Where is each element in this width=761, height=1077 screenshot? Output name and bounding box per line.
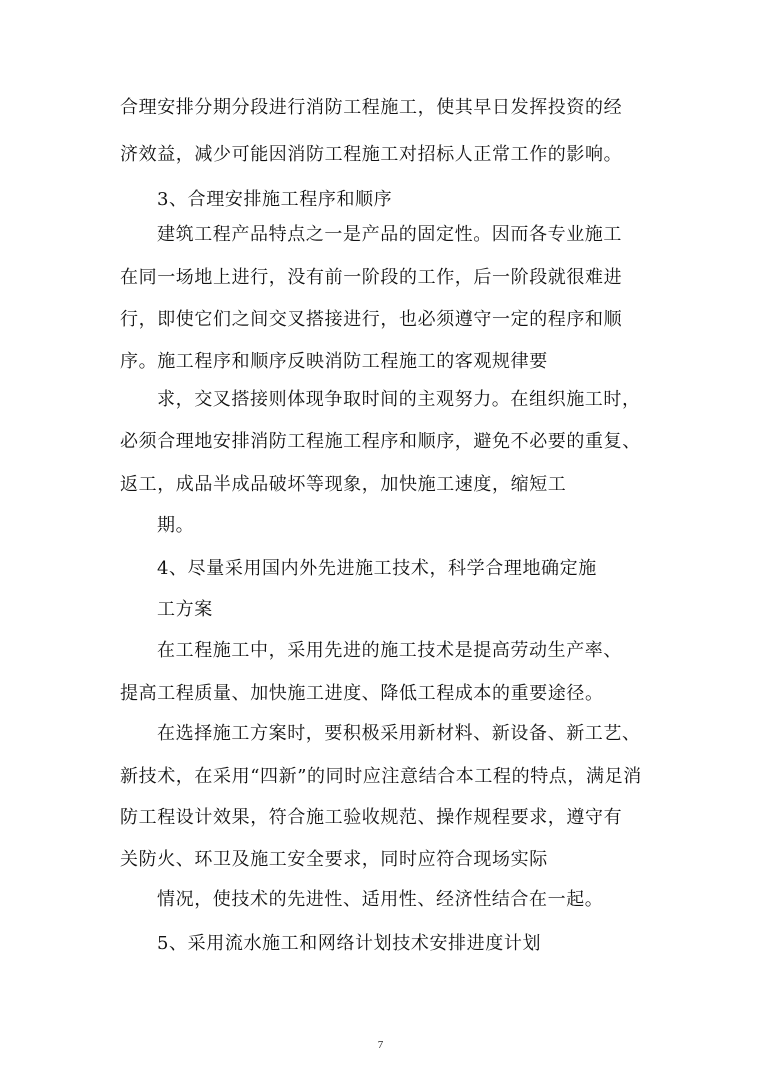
text-line-14: 在工程施工中，采用先进的施工技术是提高劳动生产率、 [157, 640, 622, 661]
text-line-17: 新技术，在采用“四新”的同时应注意结合本工程的特点，满足消 [120, 766, 642, 787]
text-line-1: 合理安排分期分段进行消防工程施工，使其早日发挥投资的经 [120, 97, 623, 118]
text-line-5: 在同一场地上进行，没有前一阶段的工作，后一阶段就很难进 [120, 267, 623, 288]
text-line-7: 序。施工程序和顺序反映消防工程施工的客观规律要 [120, 351, 548, 372]
section-heading-5: 5、采用流水施工和网络计划技术安排进度计划 [157, 933, 542, 954]
section-heading-3: 3、合理安排施工程序和顺序 [157, 189, 393, 210]
text-line-10: 返工，成品半成品破坏等现象，加快施工速度，缩短工 [120, 474, 567, 495]
text-line-11: 期。 [157, 515, 195, 536]
text-line-9: 必须合理地安排消防工程施工程序和顺序，避免不必要的重复、 [120, 431, 641, 452]
text-line-6: 行，即使它们之间交叉搭接进行，也必须遵守一定的程序和顺 [120, 309, 623, 330]
text-line-18: 防工程设计效果，符合施工验收规范、操作规程要求，遵守有 [120, 807, 623, 828]
section-heading-4: 4、尽量采用国内外先进施工技术，科学合理地确定施 [157, 558, 597, 579]
text-line-19: 关防火、环卫及施工安全要求，同时应符合现场实际 [120, 849, 548, 870]
text-line-4: 建筑工程产品特点之一是产品的固定性。因而各专业施工 [157, 224, 622, 245]
text-line-16: 在选择施工方案时，要积极采用新材料、新设备、新工艺、 [157, 723, 641, 744]
section-heading-4-cont: 工方案 [157, 599, 213, 620]
page-number: 7 [377, 1039, 384, 1051]
text-line-8: 求，交叉搭接则体现争取时间的主观努力。在组织施工时， [157, 389, 641, 410]
text-line-15: 提高工程质量、加快施工进度、降低工程成本的重要途径。 [120, 683, 604, 704]
text-line-20: 情况，使技术的先进性、适用性、经济性结合在一起。 [157, 889, 604, 910]
text-line-2: 济效益，减少可能因消防工程施工对招标人正常工作的影响。 [120, 144, 623, 165]
